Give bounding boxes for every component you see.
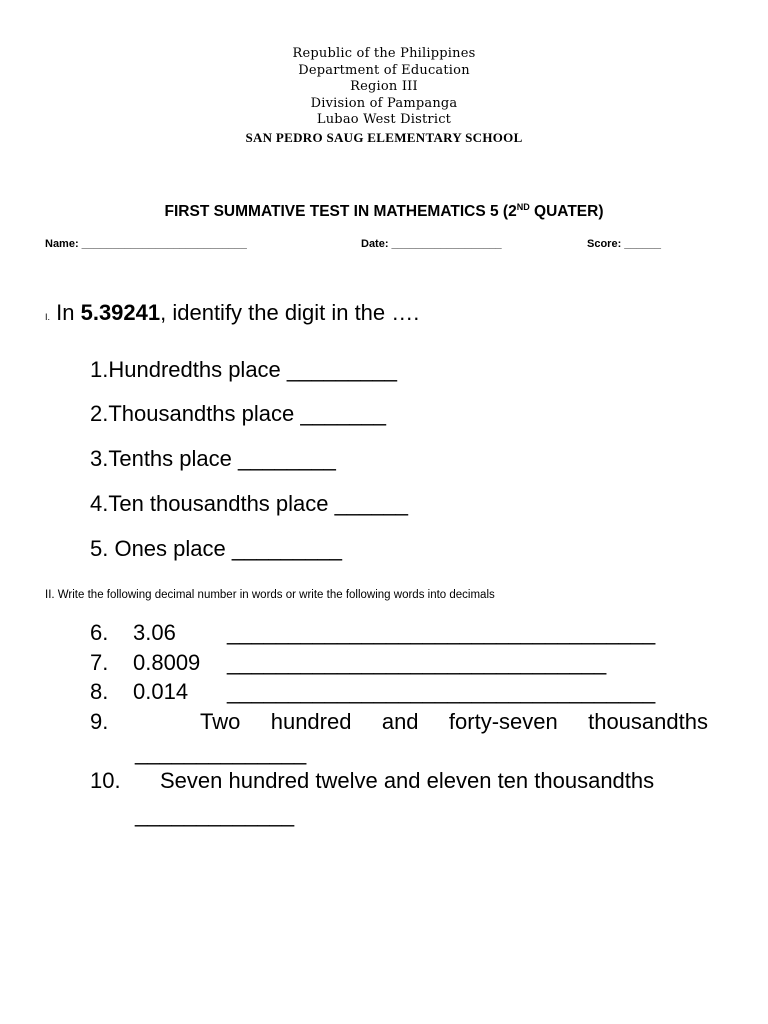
question-1[interactable]: 1.Hundredths place _________ (90, 357, 398, 382)
question-9-word: forty-seven (448, 709, 558, 734)
part1-intro-a: In (50, 300, 81, 325)
test-title-prefix: FIRST SUMMATIVE TEST IN MATHEMATICS 5 (2 (164, 203, 517, 220)
question-4[interactable]: 4.Ten thousandths place ______ (90, 491, 409, 516)
question-10-number: 10. (90, 768, 121, 793)
header-line-republic: Republic of the Philippines (292, 46, 476, 61)
question-8-value: 0.014 (133, 679, 189, 704)
question-7-answer-line[interactable]: _______________________________ (227, 650, 607, 675)
test-title (0, 202, 768, 221)
question-9-answer-line[interactable]: ______________ (135, 740, 307, 765)
question-7-number: 7. (90, 650, 109, 675)
letterhead (0, 46, 768, 147)
question-7-value: 0.8009 (133, 650, 201, 675)
part1-roman-numeral: I. (45, 312, 51, 322)
question-9-number: 9. (90, 709, 109, 734)
test-title-superscript: ND (516, 202, 530, 212)
score-field[interactable]: Score: ______ (587, 238, 661, 250)
question-9-word: thousandths (588, 709, 708, 734)
question-2[interactable]: 2.Thousandths place _______ (90, 401, 387, 426)
question-9-word: hundred (270, 709, 352, 734)
header-line-division: Division of Pampanga (310, 95, 458, 111)
question-10-answer-line[interactable]: _____________ (135, 802, 295, 827)
question-8-answer-line[interactable]: ___________________________________ (227, 679, 656, 704)
header-line-region: Region III (350, 79, 418, 95)
part1-instruction (45, 300, 419, 326)
question-6-answer-line[interactable]: ___________________________________ (227, 620, 656, 645)
question-5[interactable]: 5. Ones place _________ (90, 536, 342, 561)
question-9-word: Two (200, 709, 241, 734)
school-name: SAN PEDRO SAUG ELEMENTARY SCHOOL (245, 129, 523, 145)
question-8-number: 8. (90, 679, 109, 704)
part2-instruction: II. Write the following decimal number in words or write the following words into decimals (45, 589, 495, 601)
question-9-word: and (381, 709, 419, 734)
question-6-number: 6. (90, 620, 109, 645)
name-field[interactable]: Name: ___________________________ (45, 238, 247, 250)
question-9-text (200, 709, 708, 735)
part1-intro-b: , identify the digit in the …. (160, 300, 420, 325)
header-line-district: Lubao West District (316, 112, 452, 128)
header-line-department: Department of Education (298, 62, 470, 78)
date-field[interactable]: Date: __________________ (361, 238, 502, 250)
given-number: 5.39241 (80, 300, 161, 325)
question-3[interactable]: 3.Tenths place ________ (90, 446, 336, 471)
test-title-suffix: QUATER) (529, 203, 604, 220)
question-6-value: 3.06 (133, 620, 176, 645)
question-10-text: Seven hundred twelve and eleven ten thousandths (160, 768, 655, 793)
